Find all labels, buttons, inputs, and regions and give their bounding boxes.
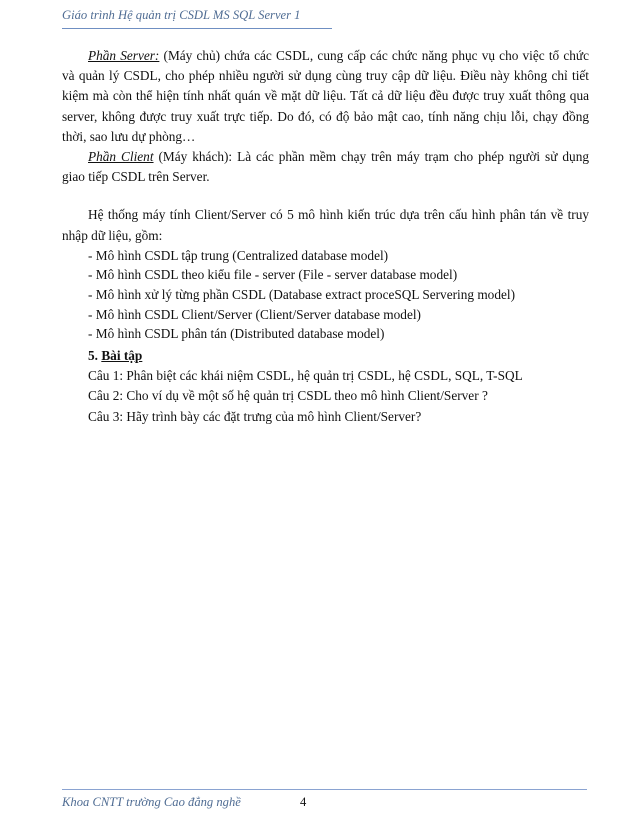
server-paragraph [62,46,589,147]
model-item: - Mô hình xử lý từng phần CSDL (Database extract proceSQL Servering model) [88,287,516,303]
spacer [62,187,589,205]
section-title: Bài tập [101,347,143,363]
footer-divider [62,789,587,790]
client-paragraph [62,147,589,187]
model-item: - Mô hình CSDL phân tán (Distributed database model) [88,326,385,342]
server-text: (Máy chủ) chứa các CSDL, cung cấp các chức năng phục vụ cho việc tổ chức và quản lý CSDL, cho phép nhiều người sử dụng cùng truy cập dữ liệu. Điều này không chỉ tiết kiệm mà còn thể hiện tính nhất quán về mặt dữ liệu. Tất cả dữ liệu đều được truy xuất thông qua server, không được truy xuất trực tiếp. Do đó, có độ bảo mật cao, tính năng chịu lỗi, chạy đồng thời, sao lưu dự phòng… [62,48,589,144]
question-item: Câu 3: Hãy trình bày các đặt trưng của mô hình Client/Server? [88,408,422,424]
question-item: Câu 2: Cho ví dụ về một số hệ quản trị CSDL theo mô hình Client/Server ? [88,388,488,404]
page-body [62,46,589,427]
model-item: - Mô hình CSDL Client/Server (Client/Server database model) [88,306,421,322]
question-item: Câu 1: Phân biệt các khái niệm CSDL, hệ quản trị CSDL, hệ CSDL, SQL, T-SQL [88,368,523,383]
section-heading [62,346,589,366]
section-number: 5. [88,347,98,363]
page-header: Giáo trình Hệ quản trị CSDL MS SQL Server 1 [62,8,301,22]
client-text: (Máy khách): Là các phần mềm chạy trên máy trạm cho phép người sử dụng giao tiếp CSDL trên Server. [62,149,589,185]
page-number: 4 [300,795,307,809]
model-item: - Mô hình CSDL tập trung (Centralized database model) [88,247,389,263]
model-item: - Mô hình CSDL theo kiểu file - server (File - server database model) [88,267,458,283]
client-term: Phần Client [88,149,154,165]
intro-paragraph: Hệ thống máy tính Client/Server có 5 mô hình kiến trúc dựa trên cấu hình phân tán về truy nhập dữ liệu, gồm: [62,207,589,243]
header-divider [62,28,332,29]
server-term: Phần Server: [88,48,160,63]
page-footer: Khoa CNTT trường Cao đẳng nghề [62,795,241,809]
